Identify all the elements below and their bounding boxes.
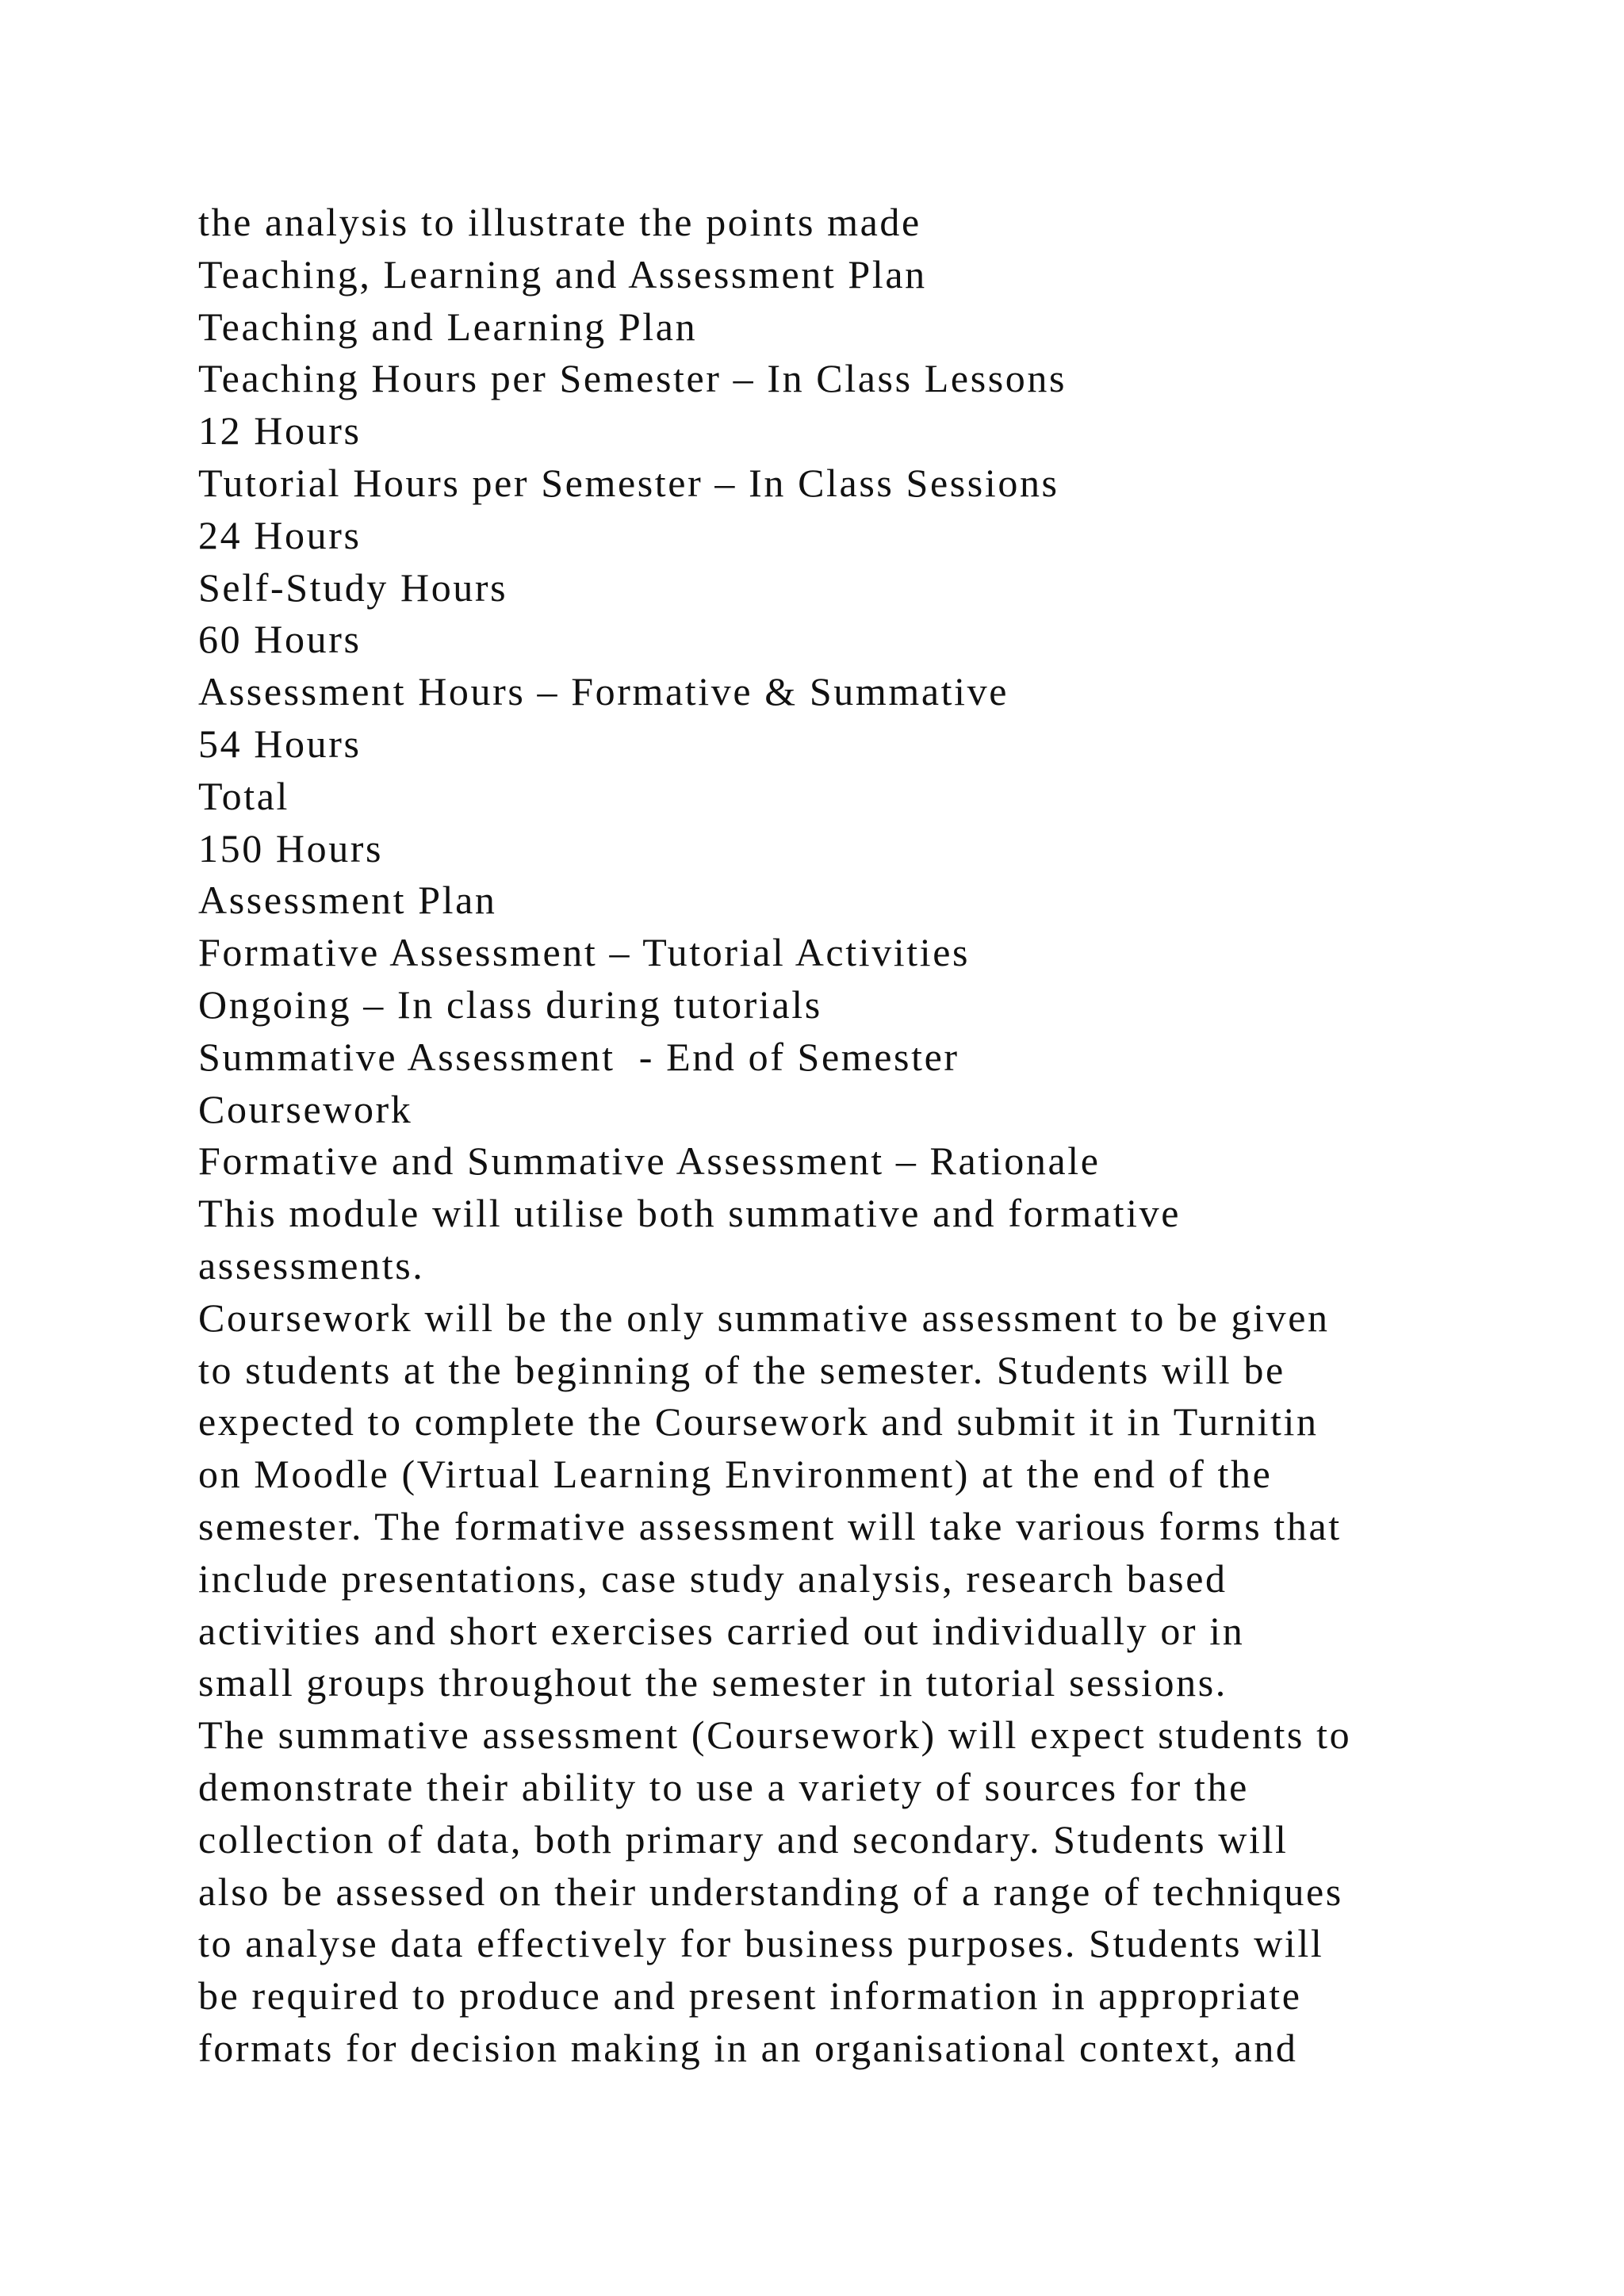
text-line: activities and short exercises carried out individually or in: [198, 1608, 1245, 1653]
text-line: The summative assessment (Coursework) will expect students to: [198, 1712, 1352, 1758]
text-line: 150 Hours: [198, 825, 384, 871]
text-line: 12 Hours: [198, 408, 362, 453]
text-line: Teaching and Learning Plan: [198, 304, 698, 349]
text-line: 24 Hours: [198, 512, 362, 557]
text-line: Teaching Hours per Semester – In Class Lessons: [198, 356, 1067, 401]
text-line: expected to complete the Coursework and submit it in Turnitin: [198, 1399, 1319, 1445]
text-line: Assessment Plan: [198, 878, 497, 923]
text-line: also be assessed on their understanding of a range of techniques: [198, 1869, 1343, 1914]
text-line: Formative Assessment – Tutorial Activities: [198, 930, 971, 975]
text-line: Teaching, Learning and Assessment Plan: [198, 251, 927, 297]
text-line: 60 Hours: [198, 617, 362, 662]
text-line: to analyse data effectively for business purposes. Students will: [198, 1921, 1324, 1966]
text-line: the analysis to illustrate the points made: [198, 200, 921, 244]
text-line: 54 Hours: [198, 721, 362, 766]
text-line: collection of data, both primary and secondary. Students will: [198, 1816, 1289, 1862]
text-line: be required to produce and present information in appropriate: [198, 1973, 1302, 2019]
text-line: This module will utilise both summative and formative: [198, 1191, 1182, 1236]
text-line: Coursework will be the only summative assessment to be given: [198, 1295, 1330, 1340]
text-line: Formative and Summative Assessment – Rationale: [198, 1138, 1101, 1184]
text-line: Summative Assessment - End of Semester: [198, 1034, 959, 1079]
text-line: assessments.: [198, 1242, 425, 1288]
text-line: small groups throughout the semester in tutorial sessions.: [198, 1660, 1228, 1705]
text-line: Coursework: [198, 1086, 413, 1131]
text-line: Self-Study Hours: [198, 564, 508, 610]
text-line: Tutorial Hours per Semester – In Class Sessions: [198, 460, 1059, 505]
text-line: include presentations, case study analysis, research based: [198, 1556, 1228, 1601]
text-line: Total: [198, 773, 290, 818]
text-line: Ongoing – In class during tutorials: [198, 982, 822, 1027]
text-line: to students at the beginning of the semester. Students will be: [198, 1347, 1285, 1392]
text-line: on Moodle (Virtual Learning Environment) at the end of the: [198, 1452, 1273, 1497]
document-body: [198, 197, 1562, 2075]
text-line: demonstrate their ability to use a variety of sources for the: [198, 1764, 1249, 1809]
text-line: Assessment Hours – Formative & Summative: [198, 669, 1009, 714]
text-line: formats for decision making in an organisational context, and: [198, 2025, 1298, 2070]
text-line: semester. The formative assessment will take various forms that: [198, 1503, 1342, 1548]
